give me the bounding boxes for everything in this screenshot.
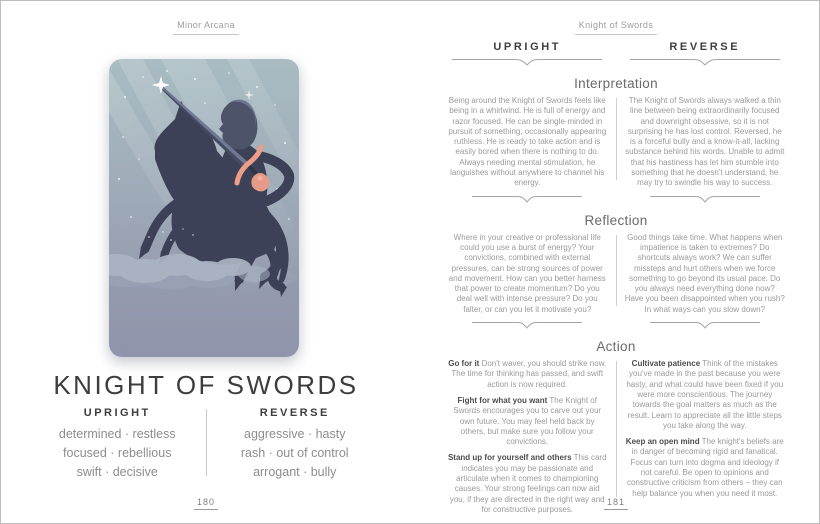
chevron-divider-icon: [629, 58, 781, 67]
left-page-number: 180: [1, 492, 411, 510]
reflection-reverse-text: Good things take time. What happens when impatience is taken to extremes? Do shortcuts always work? We can suffer missteps and hurt others when we force something to go beyond its usual pace. Do you always need everything done now? Have you been disappointed when you rush? In what ways can you slow down?: [624, 232, 785, 314]
column-headers: [447, 41, 785, 67]
reflection-reverse: [625, 233, 786, 330]
left-page: [1, 1, 411, 524]
reverse-keywords-label: REVERSE: [259, 407, 330, 419]
right-running-head-label: Knight of Swords: [575, 20, 657, 35]
upright-header: [447, 41, 608, 67]
column-divider: [616, 235, 617, 306]
keyword-line: swift · decisive: [76, 465, 158, 479]
keyword-line: rash · out of control: [240, 446, 349, 460]
interpretation-columns: [447, 96, 785, 204]
section-title-interpretation: Interpretation: [574, 76, 658, 91]
upright-header-label: UPRIGHT: [493, 41, 562, 53]
keyword-line: arrogant · bully: [253, 465, 337, 479]
left-running-head: [1, 15, 411, 33]
interpretation-reverse-text: The Knight of Swords always walked a thin line between being extraordinarily focused and downright obsessive, so it is not surprising he has lost control. Reversed, he is a forceful bully and a know-it-all, lacking substance behind his words. Unable to admit that his hastiness has let him stumble into something that he doesn't understand, he may try to swindle his way to success.: [625, 96, 785, 188]
right-page: [411, 1, 820, 524]
upright-keywords-column: [29, 407, 206, 482]
card-title: KNIGHT OF SWORDS: [53, 370, 359, 400]
right-page-content: [411, 1, 820, 524]
keywords-section: [29, 407, 383, 482]
section-title-action: Action: [596, 339, 636, 355]
section-title-reflection: Reflection: [584, 212, 648, 228]
chevron-divider-icon: [649, 195, 761, 204]
reverse-header: [625, 41, 786, 67]
chevron-divider-icon: [471, 195, 583, 204]
interpretation-upright: [447, 96, 608, 204]
reflection-upright-text: Where in your creative or professional life could you use a burst of energy? Your convictions, combined with external pressures, can be strong sources of power and movement. How can you better harness that power to create momentum? Do you deal well with intense pressure? Do you falter, or can you let it motivate you?: [448, 232, 606, 314]
upright-keywords-label: UPRIGHT: [83, 407, 151, 419]
reverse-keywords-column: [207, 407, 384, 482]
left-running-head-label: Minor Arcana: [173, 20, 239, 35]
interpretation-reverse: [625, 96, 786, 204]
keyword-line: focused · rebellious: [63, 446, 172, 460]
keyword-line: aggressive · hasty: [244, 427, 346, 441]
column-divider: [616, 361, 617, 497]
reverse-header-label: REVERSE: [669, 41, 741, 53]
right-page-number: 181: [411, 492, 820, 510]
reflection-columns: [447, 233, 785, 330]
column-divider: [616, 98, 617, 180]
action-item: Go for it Don't waver, you should strike now. The time for thinking has passed, and swift action is now required.: [448, 359, 607, 389]
chevron-divider-icon: [471, 321, 583, 330]
action-item: Fight for what you want The Knight of Swords encourages you to carve out your own future. You may feel held back by others, but make sure you follow your convictions.: [453, 395, 602, 447]
action-item: Keep an open mind The knight's beliefs are in danger of becoming rigid and fanatical. Focus can turn into dogma and ideology if not careful. Be open to opinions and constructive criticism from others – they can help balance you when you need it most.: [625, 437, 784, 498]
reflection-upright: [447, 233, 608, 330]
chevron-divider-icon: [451, 58, 603, 67]
action-item: Cultivate patience Think of the mistakes you've made in the past because you were hasty, and what could have been fixed if you were more conscientious. The journey towards the goal matters as much as the result. Learn to appreciate all the little steps you take along the way.: [626, 359, 784, 430]
chevron-divider-icon: [649, 321, 761, 330]
knight-of-swords-card-art: [109, 59, 299, 357]
tarot-card-illustration: [109, 59, 299, 357]
interpretation-upright-text: Being around the Knight of Swords feels like being in a whirlwind. He is full of energy and razor focused. He can be single-minded in pursuit of something, occasionally appearing ruthless. He is ready to take action and is easily bored when there is nothing to do. Always needing mental stimulation, he languishes without anywhere to channel his energy.: [448, 96, 607, 188]
action-item: Stand up for yourself and others This card indicates you may be passionate and articulate when it comes to championing causes. Your strong feelings can now aid you, if they are directed in the right way and for constructive purposes.: [447, 453, 607, 514]
keyword-line: determined · restless: [58, 427, 176, 441]
